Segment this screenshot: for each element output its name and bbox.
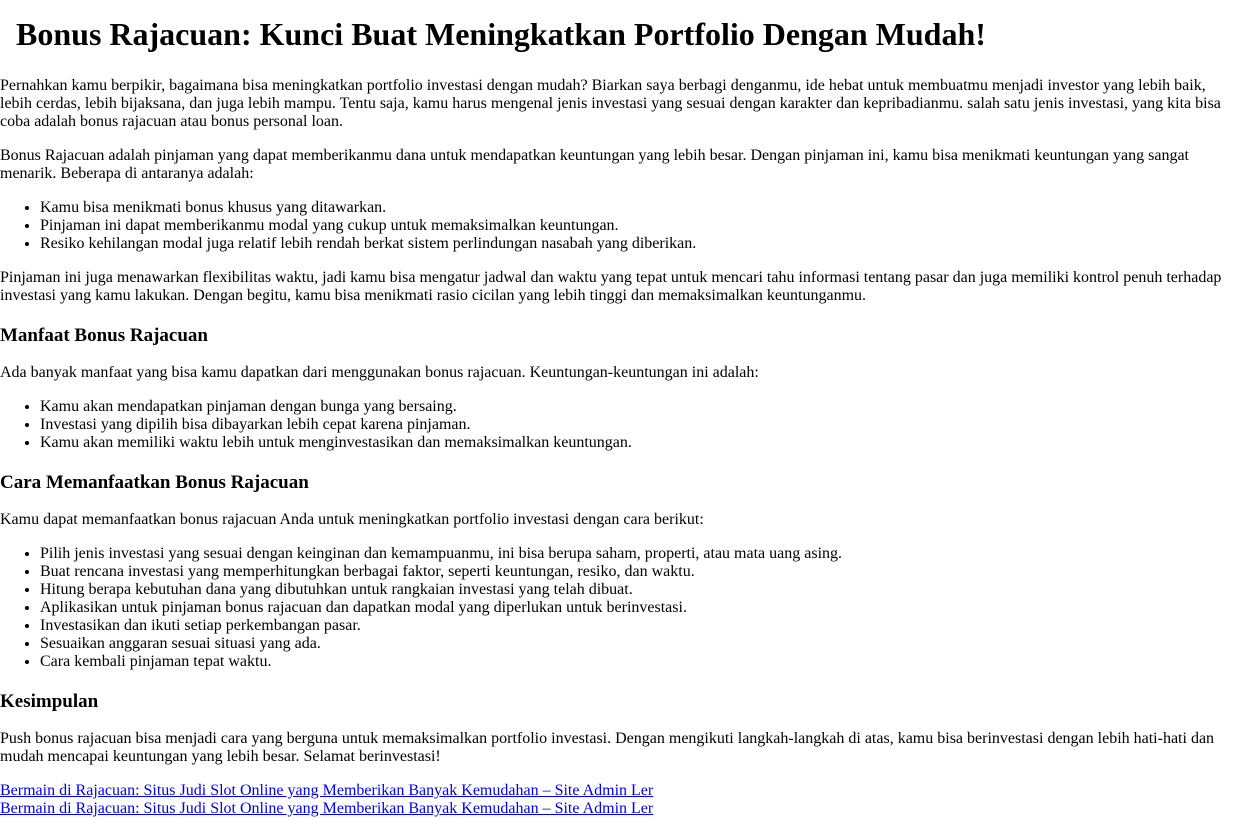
list-item: • Cara kembali pinjaman tepat waktu.: [40, 653, 1240, 671]
section-heading-manfaat: Manfaat Bonus Rajacuan: [0, 325, 208, 346]
list-item: • Kamu bisa menikmati bonus khusus yang ditawarkan.: [40, 199, 1240, 217]
list-item: • Sesuaikan anggaran sesuai situasi yang ada.: [40, 635, 1240, 653]
section-heading-cara: Cara Memanfaatkan Bonus Rajacuan: [0, 472, 309, 493]
list-item: • Buat rencana investasi yang memperhitungkan berbagai faktor, seperti keuntungan, resiko, dan waktu.: [40, 563, 1240, 581]
intro-benefit-list: [0, 199, 1240, 253]
list-item: • Aplikasikan untuk pinjaman bonus rajacuan dan dapatkan modal yang diperlukan untuk berinvestasi.: [40, 599, 1240, 617]
section-heading-kesimpulan: Kesimpulan: [0, 691, 99, 712]
list-item: • Investasikan dan ikuti setiap perkembangan pasar.: [40, 617, 1240, 635]
related-link-1[interactable]: Bermain di Rajacuan: Situs Judi Slot Online yang Memberikan Banyak Kemudahan – Site Admin Ler: [0, 782, 654, 799]
list-item: • Kamu akan memiliki waktu lebih untuk menginvestasikan dan memaksimalkan keuntungan.: [40, 434, 1240, 452]
list-item: • Resiko kehilangan modal juga relatif lebih rendah berkat sistem perlindungan nasabah yang diberikan.: [40, 235, 1240, 253]
related-link-2[interactable]: Bermain di Rajacuan: Situs Judi Slot Online yang Memberikan Banyak Kemudahan – Site Admin Ler: [0, 800, 654, 817]
intro-paragraph-3: Pinjaman ini juga menawarkan flexibilitas waktu, jadi kamu bisa mengatur jadwal dan waktu yang tepat untuk mencari tahu informasi tentang pasar dan juga memiliki kontrol penuh terhadap investasi yang kamu lakukan. Dengan begitu, kamu bisa menikmati rasio cicilan yang lebih tinggi dan memaksimalkan keuntunganmu.: [0, 269, 1222, 304]
list-item: • Kamu akan mendapatkan pinjaman dengan bunga yang bersaing.: [40, 398, 1240, 416]
related-links: [0, 782, 1240, 818]
cara-steps-list: [0, 545, 1240, 671]
list-item: • Hitung berapa kebutuhan dana yang dibutuhkan untuk rangkaian investasi yang telah dibuat.: [40, 581, 1240, 599]
kesimpulan-paragraph: Push bonus rajacuan bisa menjadi cara yang berguna untuk memaksimalkan portfolio investasi. Dengan mengikuti langkah-langkah di atas, kamu bisa berinvestasi dengan lebih hati-hati dan mudah mencapai keuntungan yang lebih besar. Selamat berinvestasi!: [0, 730, 1215, 765]
manfaat-list: [0, 398, 1240, 452]
page-title: Bonus Rajacuan: Kunci Buat Meningkatkan Portfolio Dengan Mudah!: [16, 16, 986, 52]
manfaat-paragraph: Ada banyak manfaat yang bisa kamu dapatkan dari menggunakan bonus rajacuan. Keuntungan-keuntungan ini adalah:: [0, 364, 759, 381]
list-item: • Investasi yang dipilih bisa dibayarkan lebih cepat karena pinjaman.: [40, 416, 1240, 434]
article: [0, 16, 1240, 818]
list-item: • Pilih jenis investasi yang sesuai dengan keinginan dan kemampuanmu, ini bisa berupa saham, properti, atau mata uang asing.: [40, 545, 1240, 563]
cara-paragraph: Kamu dapat memanfaatkan bonus rajacuan Anda untuk meningkatkan portfolio investasi dengan cara berikut:: [0, 511, 704, 528]
list-item: • Pinjaman ini dapat memberikanmu modal yang cukup untuk memaksimalkan keuntungan.: [40, 217, 1240, 235]
intro-paragraph-1: Pernahkan kamu berpikir, bagaimana bisa meningkatkan portfolio investasi dengan mudah? Biarkan saya berbagi denganmu, ide hebat untuk membuatmu menjadi investor yang lebih baik, lebih cerdas, lebih bijaksana, dan juga lebih mampu. Tentu saja, kamu harus mengenal jenis investasi yang sesuai dengan karakter dan kepribadianmu. salah satu jenis investasi, yang kita bisa coba adalah bonus rajacuan atau bonus personal loan.: [0, 77, 1221, 130]
intro-paragraph-2: Bonus Rajacuan adalah pinjaman yang dapat memberikanmu dana untuk mendapatkan keuntungan yang lebih besar. Dengan pinjaman ini, kamu bisa menikmati keuntungan yang sangat menarik. Beberapa di antaranya adalah:: [0, 147, 1189, 182]
